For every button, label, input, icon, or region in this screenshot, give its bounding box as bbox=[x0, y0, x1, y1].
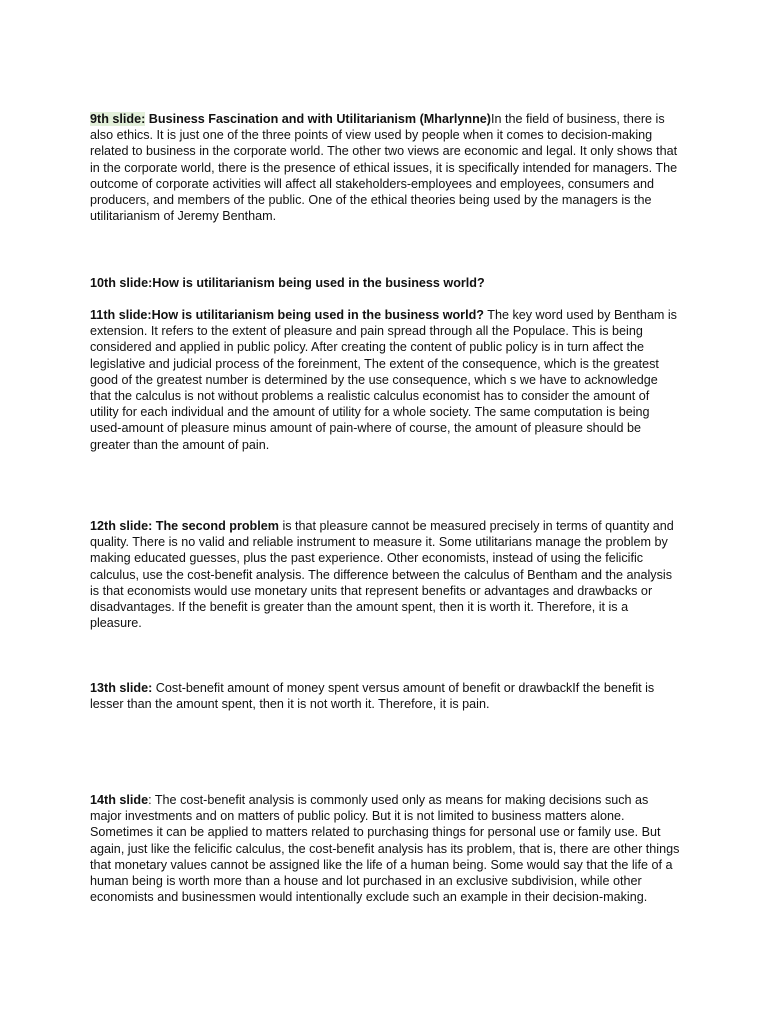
slide-13-body: Cost-benefit amount of money spent versus amount of benefit or drawbackIf the benefit is lesser than the amount spent, then it is not worth it. Therefore, it is pain. bbox=[90, 681, 655, 712]
slide-9-title: Business Fascination and with Utilitarianism (Mharlynne) bbox=[145, 112, 491, 126]
slide-11-heading: 11th slide:How is utilitarianism being used in the business world? bbox=[90, 308, 484, 322]
slide-13-paragraph bbox=[90, 680, 680, 712]
slide-13-heading: 13th slide: bbox=[90, 681, 153, 695]
slide-14-body: : The cost-benefit analysis is commonly used only as means for making decisions such as major investments and on matters of public policy. But it is not limited to business matters alone. Sometimes it can be applied to matters related to purchasing things for personal use or family use. But again, just like the felicific calculus, the cost-benefit analysis has its problem, that is, there are other things that monetary values cannot be assigned like the life of a human being. Some would say that the life of a human being is worth more than a house and lot purchased in an exclusive subdivision, while other economists and businessmen would intentionally exclude such an example in their decision-making. bbox=[90, 793, 680, 905]
slide-12-heading: 12th slide: The second problem bbox=[90, 519, 279, 533]
slide-14-heading: 14th slide bbox=[90, 793, 149, 807]
slide-12-paragraph bbox=[90, 518, 680, 631]
slide-11-body: The key word used by Bentham is extension. It refers to the extent of pleasure and pain spread through all the Populace. This is being considered and applied in public policy. After creating the content of public policy is in turn affect the legislative and judicial process of the foreinment, The extent of the consequence, which is the greatest good of the greatest number is determined by the use consequence, which s we have to acknowledge that the calculus is not without problems a realistic calculus economist has to consider the amount of utility for each individual and the amount of utility for a whole society. The same computation is being used-amount of pleasure minus amount of pain-where of course, the amount of pleasure should be greater than the amount of pain. bbox=[90, 308, 677, 452]
slide-9-paragraph bbox=[90, 111, 680, 224]
slide-11-paragraph bbox=[90, 307, 680, 453]
slide-14-paragraph bbox=[90, 792, 680, 905]
slide-12-body: is that pleasure cannot be measured precisely in terms of quantity and quality. There is no valid and reliable instrument to measure it. Some utilitarians manage the problem by making educated guesses, plus the past experience. Other economists, instead of using the felicific calculus, use the cost-benefit analysis. The difference between the calculus of Bentham and the analysis is that economists would use monetary units that represent benefits or advantages and drawbacks or disadvantages. If the benefit is greater than the amount spent, then it is worth it. Therefore, it is a pleasure. bbox=[90, 519, 674, 631]
slide-10-heading: 10th slide:How is utilitarianism being used in the business world? bbox=[90, 276, 485, 290]
slide-9-body: In the field of business, there is also ethics. It is just one of the three points of view used by people when it comes to decision-making related to business in the corporate world. The other two views are economic and legal. It only shows that in the corporate world, there is the presence of ethical issues, it is specifically intended for managers. The outcome of corporate activities will affect all stakeholders-employees and employees, consumers and producers, and members of the public. One of the ethical theories being used by the managers is the utilitarianism of Jeremy Bentham. bbox=[90, 112, 678, 224]
slide-10-paragraph bbox=[90, 275, 680, 291]
slide-9-label: 9th slide: bbox=[90, 112, 146, 126]
